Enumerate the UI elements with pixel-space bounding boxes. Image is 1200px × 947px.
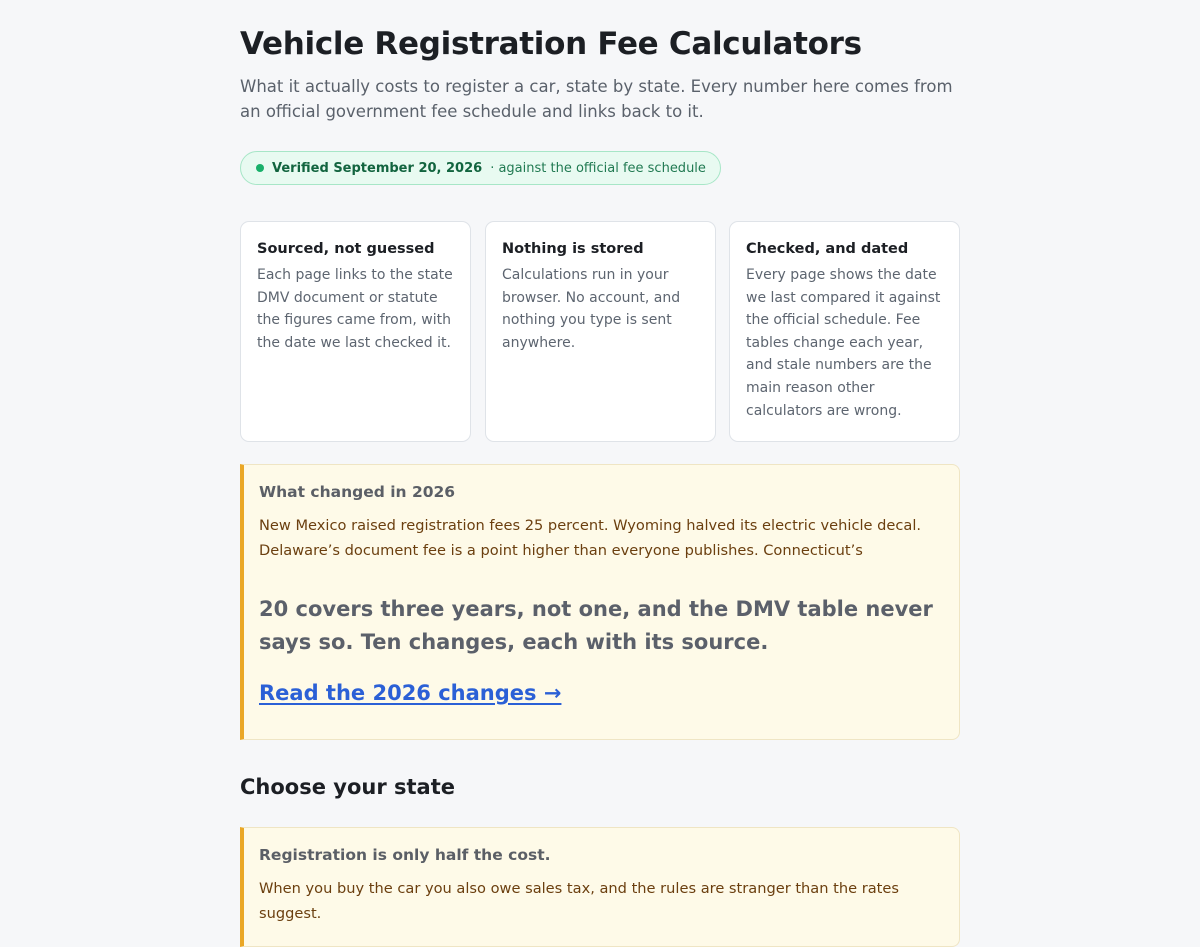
feature-card-text: Each page links to the state DMV document or statute the figures came from, with the date we last checked it. — [257, 267, 453, 351]
feature-card-text: Calculations run in your browser. No account, and nothing you type is sent anywhere. — [502, 267, 681, 351]
changes-text: New Mexico raised registration fees 25 percent. Wyoming halved its electric vehicle decal. Delaware’s document fee is a point higher than everyone publishes. Connecticut’s — [259, 517, 922, 559]
page-lede: What it actually costs to register a car, state by state. Every number here comes from an official government fee schedule and links back to it. — [240, 77, 953, 121]
feature-card-text: Every page shows the date we last compared it against the official schedule. Fee tables change each year, and stale numbers are the main reason other calculators are wrong. — [746, 267, 941, 419]
verified-badge — [240, 151, 721, 185]
sales-tax-text: When you buy the car you also owe sales tax, and the rules are stranger than the rates suggest. — [259, 880, 899, 922]
feature-card-title: Nothing is stored — [502, 241, 644, 257]
status-dot-icon — [256, 164, 264, 172]
feature-card-nothing-stored — [485, 221, 716, 442]
sales-tax-heading: Registration is only half the cost. — [259, 846, 551, 864]
feature-card-checked — [729, 221, 960, 442]
changes-callout — [240, 464, 960, 740]
feature-card-sourced — [240, 221, 471, 442]
verified-date: Verified September 20, 2026 — [272, 160, 483, 176]
feature-cards — [240, 221, 960, 442]
changes-emphasis: 20 covers three years, not one, and the DMV table never says so. Ten changes, each with its source. — [259, 597, 933, 654]
feature-card-title: Checked, and dated — [746, 241, 909, 257]
choose-state-heading: Choose your state — [240, 775, 455, 799]
changes-heading: What changed in 2026 — [259, 483, 456, 501]
feature-card-title: Sourced, not guessed — [257, 241, 435, 257]
page-title: Vehicle Registration Fee Calculators — [240, 26, 862, 62]
verified-suffix: · against the official fee schedule — [490, 160, 706, 176]
read-changes-link[interactable]: Read the 2026 changes → — [259, 681, 562, 705]
sales-tax-callout — [240, 827, 960, 947]
